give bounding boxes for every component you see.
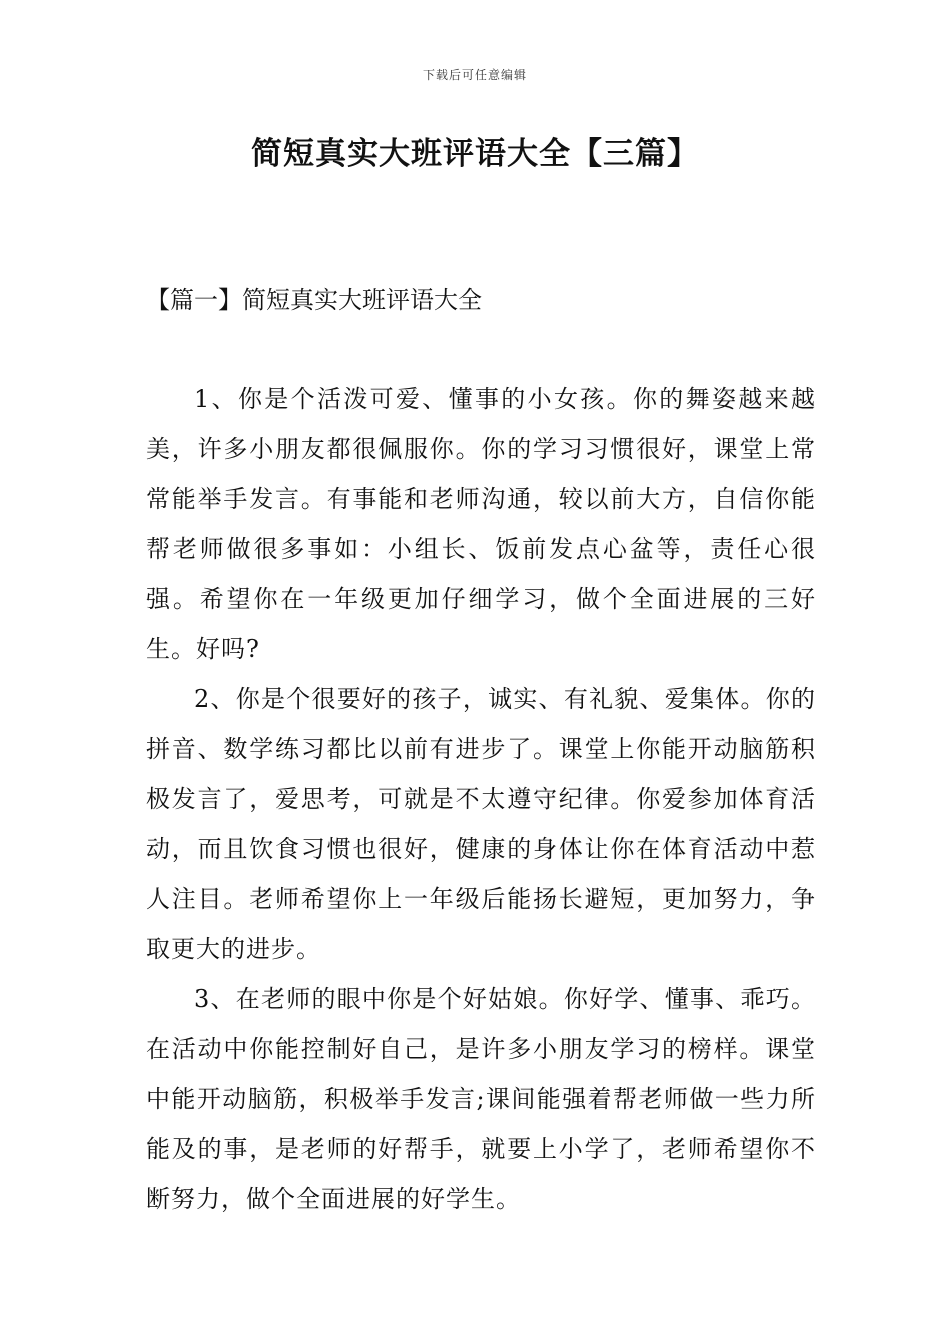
comment-paragraph-3: 3、在老师的眼中你是个好姑娘。你好学、懂事、乖巧。在活动中你能控制好自己，是许多小朋友学习的榜样。课堂中能开动脑筋，积极举手发言;课间能强着帮老师做一些力所能及的事，是老师的好帮手，就要上小学了，老师希望你不断努力，做个全面进展的好学生。 bbox=[146, 985, 816, 1213]
document-title: 简短真实大班评语大全【三篇】 bbox=[251, 136, 699, 172]
section-heading: 【篇一】简短真实大班评语大全 bbox=[146, 286, 482, 314]
section-body bbox=[146, 374, 816, 1224]
header-note: 下载后可任意编辑 bbox=[422, 68, 527, 82]
comment-paragraph-2: 2、你是个很要好的孩子，诚实、有礼貌、爱集体。你的拼音、数学练习都比以前有进步了。课堂上你能开动脑筋积极发言了，爱思考，可就是不太遵守纪律。你爱参加体育活动，而且饮食习惯也很好，健康的身体让你在体育活动中惹人注目。老师希望你上一年级后能扬长避短，更加努力，争取更大的进步。 bbox=[146, 685, 816, 963]
comment-paragraph-1: 1、你是个活泼可爱、懂事的小女孩。你的舞姿越来越美，许多小朋友都很佩服你。你的学习习惯很好，课堂上常常能举手发言。有事能和老师沟通，较以前大方，自信你能帮老师做很多事如：小组长、饭前发点心盆等，责任心很强。希望你在一年级更加仔细学习，做个全面进展的三好生。好吗? bbox=[146, 385, 816, 663]
